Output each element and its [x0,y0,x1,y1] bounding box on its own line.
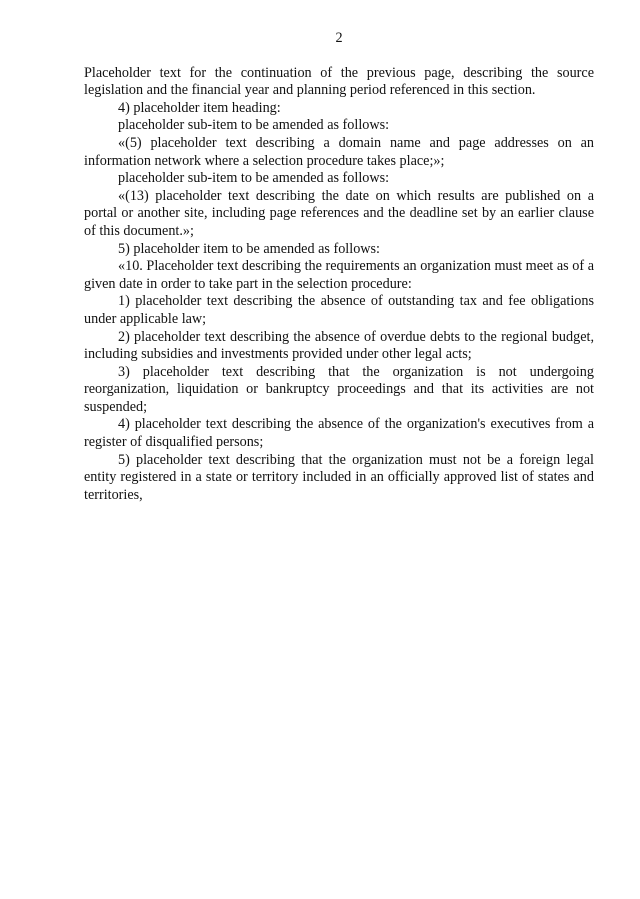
paragraph: 2) placeholder text describing the absence of overdue debts to the regional budget, including subsidies and investments provided under other legal acts; [84,328,594,363]
paragraph: Placeholder text for the continuation of the previous page, describing the source legislation and the financial year and planning period referenced in this section. [84,64,594,99]
paragraph: «10. Placeholder text describing the requirements an organization must meet as of a given date in order to take part in the selection procedure: [84,258,594,292]
paragraph: placeholder sub-item to be amended as follows: [118,170,390,187]
paragraph: 5) placeholder text describing that the organization must not be a foreign legal entity registered in a state or territory included in an officially approved list of states and territories, [84,451,594,503]
paragraph: «(5) placeholder text describing a domain name and page addresses on an information network where a selection procedure takes place;»; [84,134,594,169]
paragraph: «(13) placeholder text describing the date on which results are published on a portal or another site, including page references and the deadline set by an earlier clause of this document.»; [84,187,594,239]
paragraph: 1) placeholder text describing the absence of outstanding tax and fee obligations under applicable law; [84,293,594,327]
paragraph: 4) placeholder item heading: [118,99,281,116]
paragraph: 3) placeholder text describing that the organization is not undergoing reorganization, liquidation or bankruptcy proceedings and that its activities are not suspended; [84,363,594,415]
paragraph: 5) placeholder item to be amended as follows: [118,240,380,257]
paragraph: placeholder sub-item to be amended as follows: [118,117,390,134]
document-body [84,65,594,505]
page-number: 2 [335,30,343,46]
paragraph: 4) placeholder text describing the absence of the organization's executives from a register of disqualified persons; [84,416,594,451]
